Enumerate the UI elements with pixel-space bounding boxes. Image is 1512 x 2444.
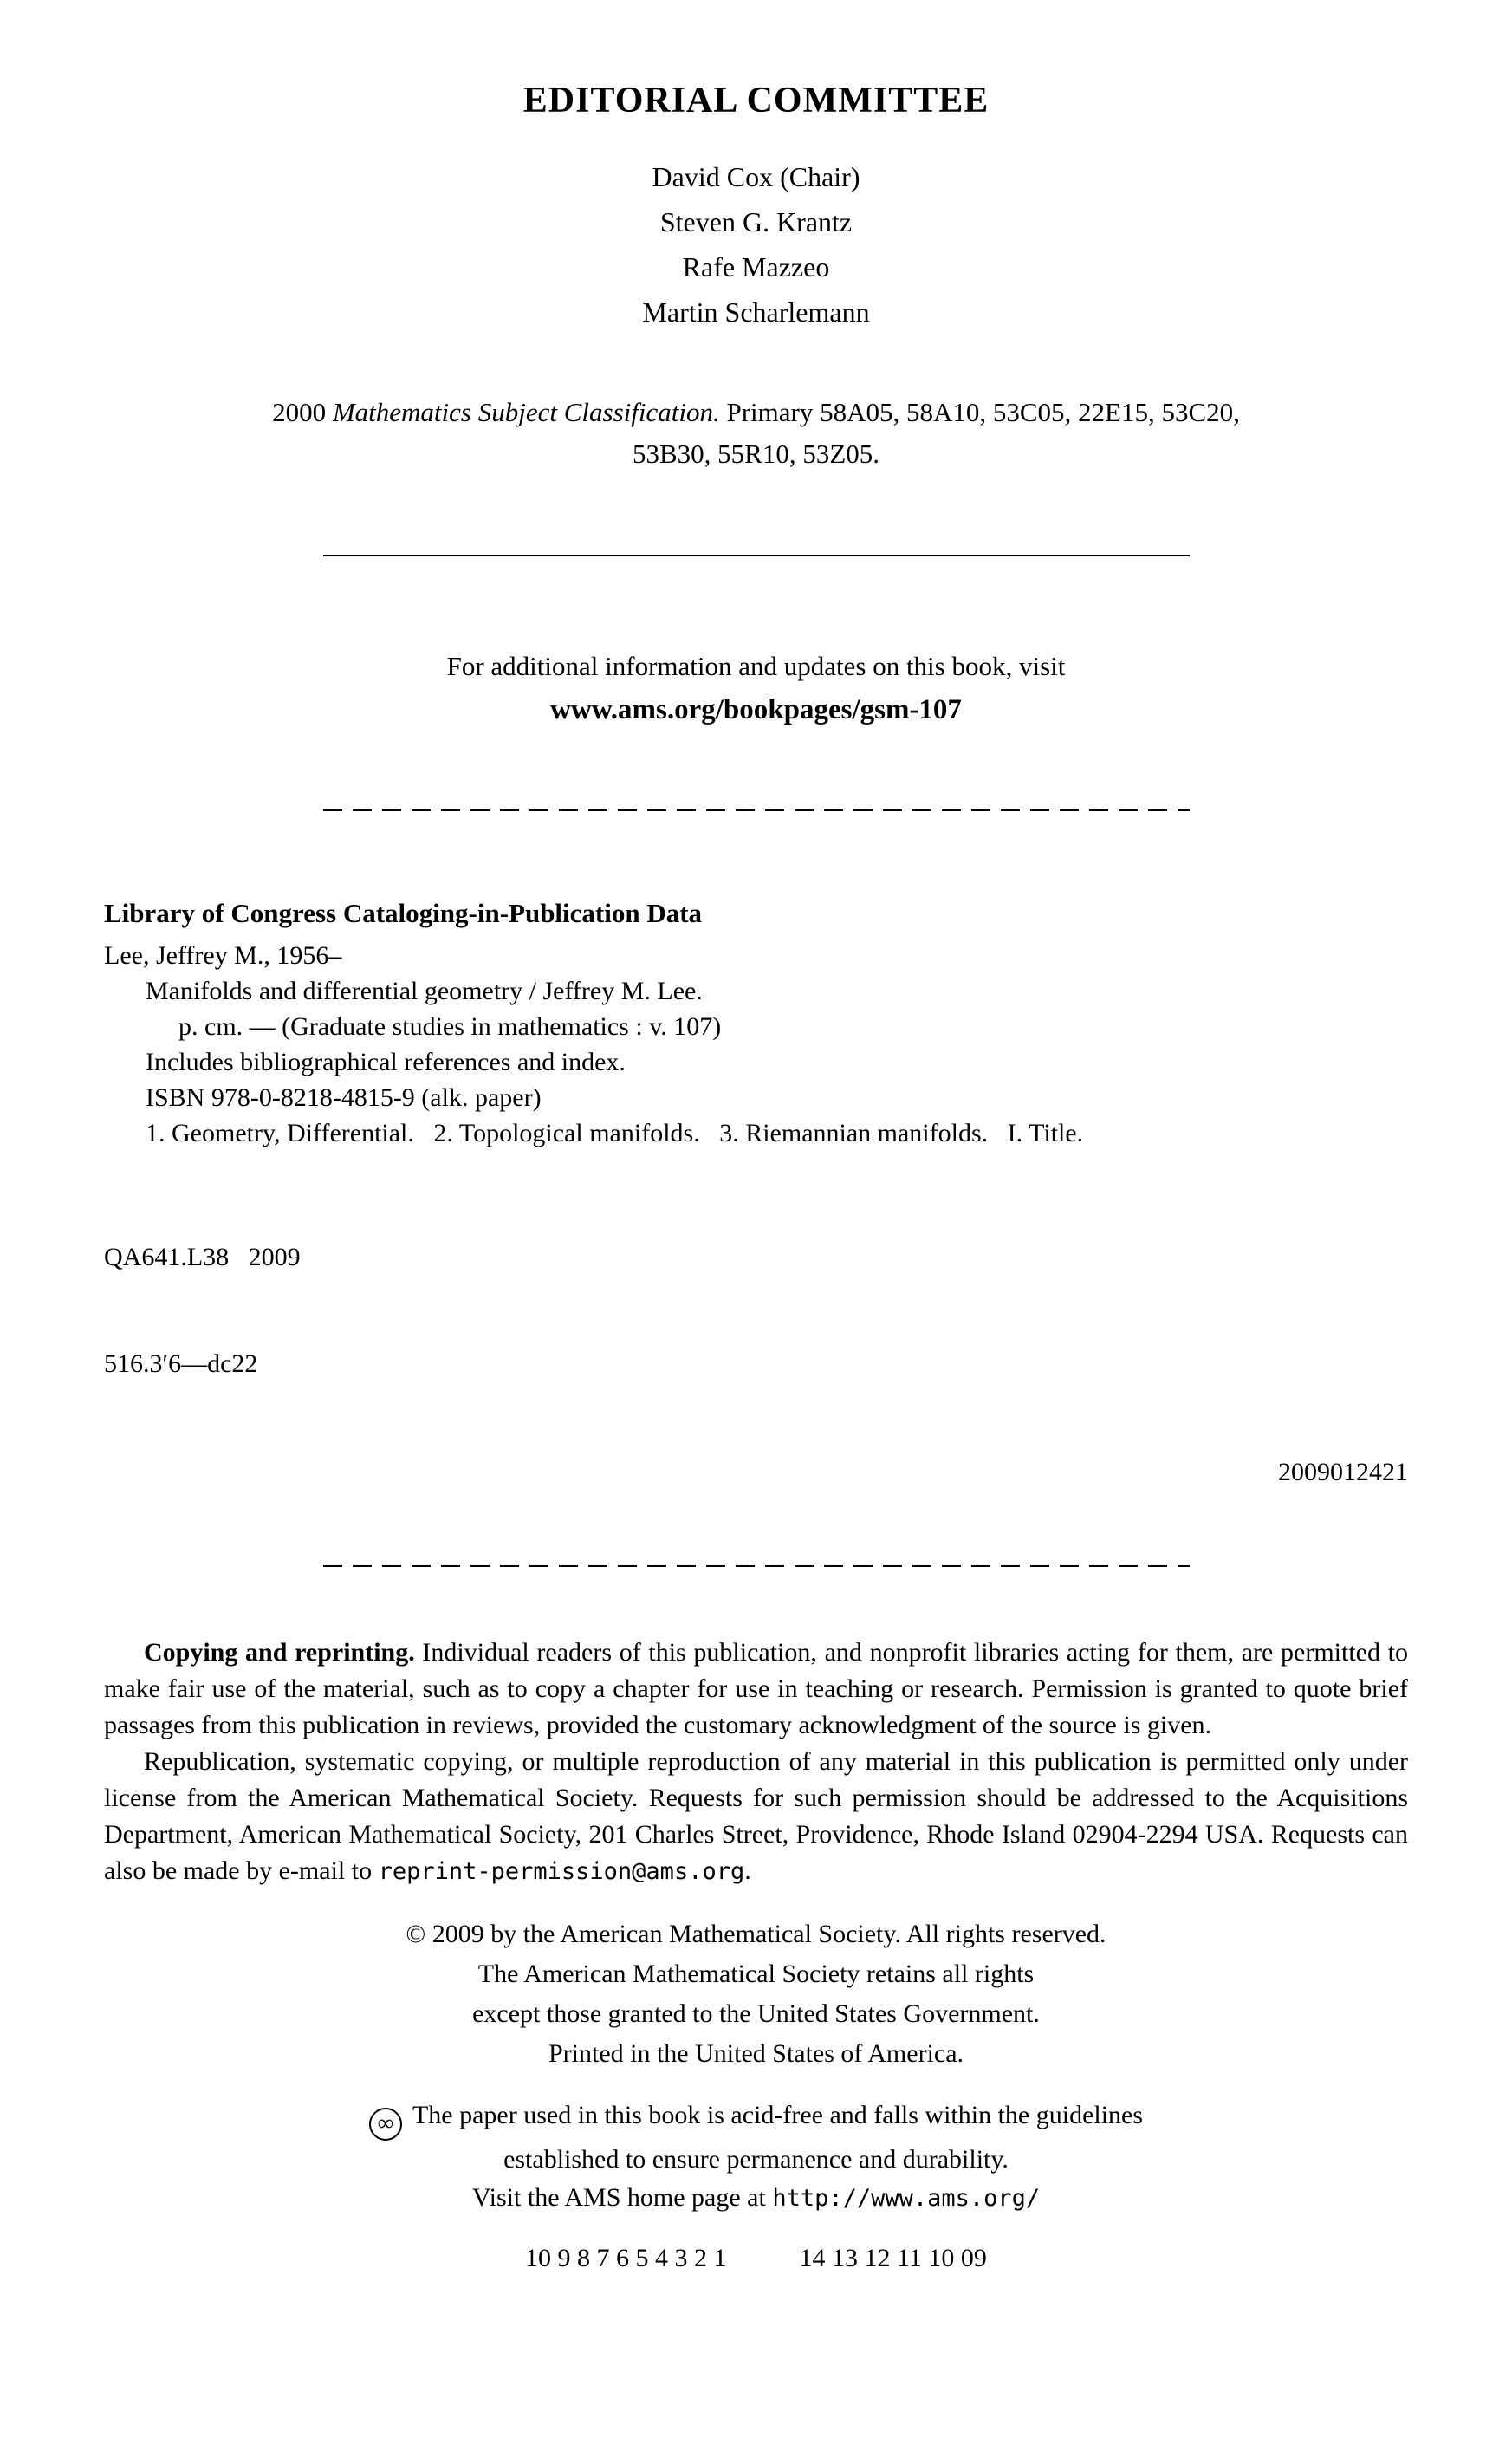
reprint-permission-email: reprint-permission@ams.org: [378, 1858, 745, 1885]
book-updates-text: For additional information and updates on this book, visit: [446, 651, 1066, 681]
catalog-line: Manifolds and differential geometry / Jeffrey M. Lee.: [146, 977, 703, 1005]
printing-sequence: 10 9 8 7 6 5 4 3 2 1: [525, 2244, 727, 2272]
lc-call-number: QA641.L38 2009: [104, 1243, 301, 1271]
acid-free-notice: [104, 2096, 1408, 2218]
copying-paragraph-2-period: .: [744, 1856, 751, 1885]
copying-paragraph-1: [104, 1635, 1408, 1744]
acid-free-line-2: established to ensure permanence and durability.: [503, 2145, 1009, 2174]
copying-and-reprinting-section: [104, 1635, 1408, 1890]
divider-solid: [323, 555, 1190, 556]
catalog-line: 1. Geometry, Differential. 2. Topological manifolds. 3. Riemannian manifolds. I. Title.: [146, 1119, 1084, 1147]
editorial-committee-heading: EDITORIAL COMMITTEE: [522, 81, 990, 120]
committee-member: Rafe Mazzeo: [682, 251, 830, 283]
catalog-line: ISBN 978-0-8218-4815-9 (alk. paper): [146, 1083, 542, 1112]
ams-homepage-line: [104, 2179, 1408, 2218]
copyright-line: except those granted to the United States Government.: [472, 1999, 1040, 2028]
catalog-line: p. cm. — (Graduate studies in mathematics : v. 107): [178, 1012, 722, 1041]
dewey-number: 516.3′6—dc22: [104, 1349, 258, 1378]
copying-paragraph-2-text: Republication, systematic copying, or multiple reproduction of any material in this publication is permitted only under license from the American Mathematical Society. Requests for such permission should be addressed to the Acquisitions Department, American Mathematical Society, 201 Charles Street, Providence, Rhode Island 02904-2294 USA. Requests can also be made by e-mail to: [104, 1747, 1408, 1885]
msc-line-2: 53B30, 55R10, 53Z05.: [632, 439, 880, 469]
acid-free-text-1: The paper used in this book is acid-free and falls within the guidelines: [412, 2101, 1144, 2129]
divider-dashed-2: [323, 1565, 1190, 1567]
committee-member: Steven G. Krantz: [659, 206, 853, 237]
msc-codes: Primary 58A05, 58A10, 53C05, 22E15, 53C20,: [719, 397, 1240, 427]
ams-homepage-text: Visit the AMS home page at: [471, 2183, 773, 2212]
copyright-notice: [104, 1914, 1408, 2074]
committee-member: Martin Scharlemann: [642, 296, 870, 328]
copyright-line: © 2009 by the American Mathematical Society. All rights reserved.: [406, 1920, 1106, 1948]
loc-cataloging-block: [104, 938, 1408, 1151]
msc-year: 2000: [272, 397, 333, 427]
copyright-line: Printed in the United States of America.: [548, 2039, 964, 2068]
acid-free-line-1: [104, 2096, 1408, 2141]
printing-years: 14 13 12 11 10 09: [799, 2244, 987, 2272]
lc-control-number: 2009012421: [1278, 1458, 1408, 1486]
loc-cataloging-heading: Library of Congress Cataloging-in-Publication Data: [104, 898, 703, 928]
msc-line-1: [104, 392, 1408, 433]
permanent-paper-icon: ∞: [369, 2108, 402, 2141]
book-updates-note: [104, 645, 1408, 731]
book-updates-url: www.ams.org/bookpages/gsm-107: [550, 694, 962, 725]
catalog-line: Includes bibliographical references and index.: [146, 1048, 626, 1076]
divider-dashed-1: [323, 809, 1190, 811]
msc-title-italic: Mathematics Subject Classification.: [332, 397, 720, 427]
copying-lead-bold: Copying and reprinting.: [144, 1638, 415, 1667]
copying-paragraph-2: [104, 1744, 1408, 1890]
catalog-line: Lee, Jeffrey M., 1956–: [104, 941, 342, 970]
copying-paragraph-1-text: Individual readers of this publication, and nonprofit libraries acting for them, are permitted to make fair use of the material, such as to copy a chapter for use in teaching or research. Permission is granted to quote brief passages from this publication in reviews, provided the customary acknowledgment of the source is given.: [104, 1638, 1408, 1739]
ams-homepage-url: http://www.ams.org/: [772, 2185, 1041, 2212]
printing-numbers-line: [104, 2244, 1408, 2273]
editorial-committee-members: [104, 154, 1408, 335]
msc-classification: [104, 392, 1408, 475]
copyright-line: The American Mathematical Society retains all rights: [477, 1960, 1035, 1988]
committee-member: David Cox (Chair): [652, 161, 860, 192]
call-number-block: [104, 1168, 1408, 1453]
